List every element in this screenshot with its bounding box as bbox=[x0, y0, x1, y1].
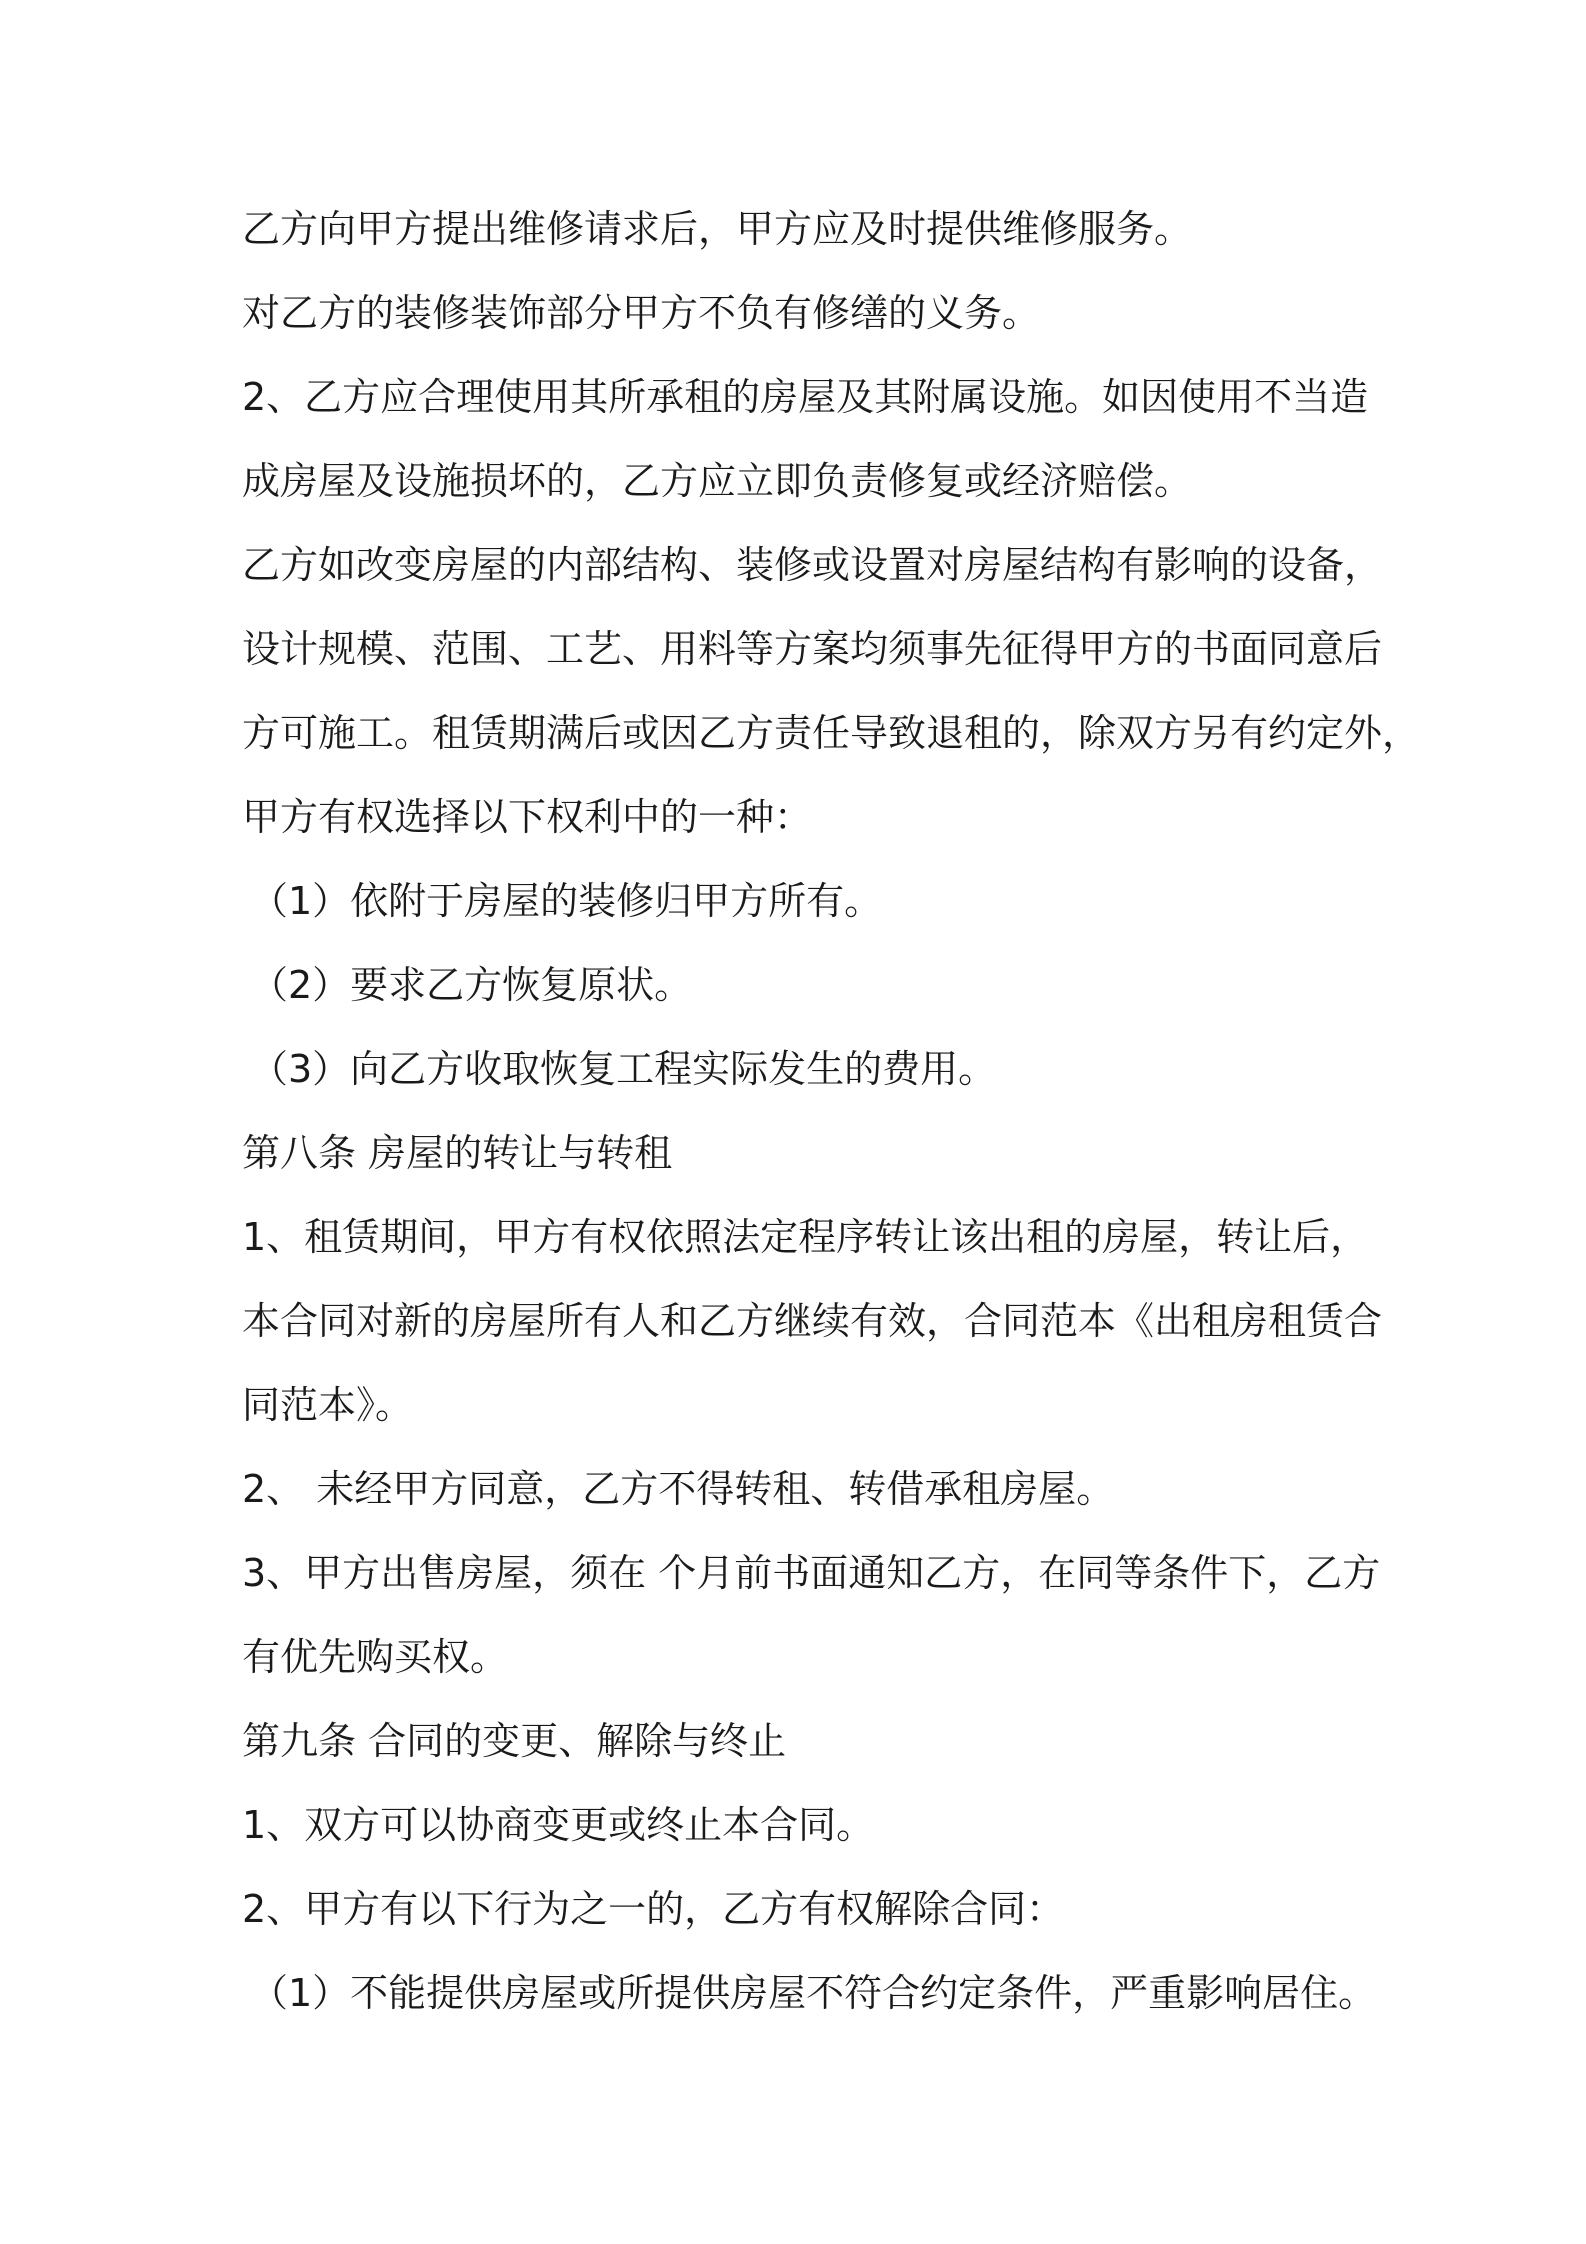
text-line: 乙方向甲方提出维修请求后，甲方应及时提供维修服务。 bbox=[242, 207, 1193, 251]
text-line: 1、租赁期间，甲方有权依照法定程序转让该出租的房屋，转让后， bbox=[242, 1215, 1369, 1259]
list-item: （1）不能提供房屋或所提供房屋不符合约定条件，严重影响居住。 bbox=[250, 1971, 1377, 2015]
text-line: 设计规模、范围、工艺、用料等方案均须事先征得甲方的书面同意后 bbox=[242, 627, 1383, 671]
list-item: （3）向乙方收取恢复工程实际发生的费用。 bbox=[250, 1047, 997, 1091]
text-line: 1、双方可以协商变更或终止本合同。 bbox=[242, 1803, 875, 1847]
text-line: 同范本》。 bbox=[242, 1383, 414, 1427]
list-item: （1）依附于房屋的装修归甲方所有。 bbox=[250, 879, 883, 923]
text-line: 对乙方的装修装饰部分甲方不负有修缮的义务。 bbox=[242, 291, 1041, 335]
text-line: 2、乙方应合理使用其所承租的房屋及其附属设施。如因使用不当造 bbox=[242, 375, 1369, 419]
text-line: 成房屋及设施损坏的，乙方应立即负责修复或经济赔偿。 bbox=[242, 459, 1193, 503]
list-item: （2）要求乙方恢复原状。 bbox=[250, 963, 693, 1007]
section-heading: 第八条 房屋的转让与转租 bbox=[242, 1131, 673, 1175]
text-line: 2、甲方有以下行为之一的，乙方有权解除合同： bbox=[242, 1887, 1065, 1931]
section-heading: 第九条 合同的变更、解除与终止 bbox=[242, 1719, 787, 1763]
text-line: 有优先购买权。 bbox=[242, 1635, 509, 1679]
text-line: 甲方有权选择以下权利中的一种： bbox=[242, 795, 813, 839]
text-line: 2、 未经甲方同意，乙方不得转租、转借承租房屋。 bbox=[242, 1467, 1115, 1511]
text-line: 3、甲方出售房屋，须在 个月前书面通知乙方，在同等条件下，乙方 bbox=[242, 1551, 1381, 1595]
text-line: 乙方如改变房屋的内部结构、装修或设置对房屋结构有影响的设备， bbox=[242, 543, 1383, 587]
text-line: 方可施工。租赁期满后或因乙方责任导致退租的，除双方另有约定外， bbox=[242, 711, 1421, 755]
text-line: 本合同对新的房屋所有人和乙方继续有效，合同范本《出租房租赁合 bbox=[242, 1299, 1383, 1343]
